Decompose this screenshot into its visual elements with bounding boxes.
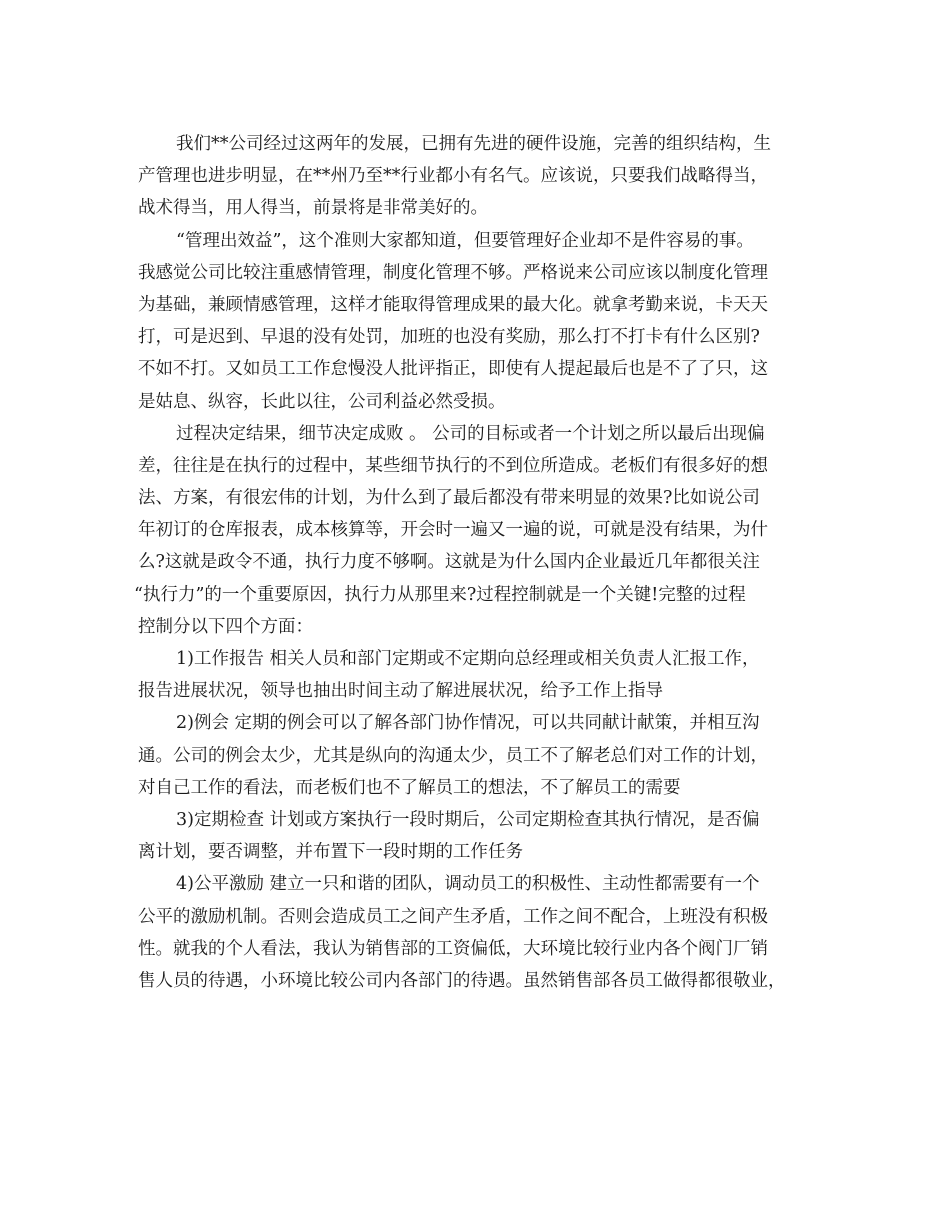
document-body (134, 128, 828, 997)
text-line: 法、方案，有很宏伟的计划，为什么到了最后都没有带来明显的效果?比如说公司 (138, 488, 760, 509)
text-line: 离计划，要否调整，并布置下一段时期的工作任务 (138, 842, 523, 863)
text-line: 差，往往是在执行的过程中，某些细节执行的不到位所造成。老板们有很多好的想 (138, 455, 768, 476)
text-line: 产管理也进步明显，在**州乃至**行业都小有名气。应该说，只要我们战略得当， (138, 166, 768, 187)
text-line: 公平的激励机制。否则会造成员工之间产生矛盾，工作之间不配合，上班没有积极 (138, 906, 768, 927)
text-line: 售人员的待遇，小环境比较公司内各部门的待遇。虽然销售部各员工做得都很敬业， (138, 970, 786, 991)
paragraph-first-line: 4)公平激励 建立一只和谐的团队，调动员工的积极性、主动性都需要有一个 (176, 874, 760, 895)
text-line: 对自己工作的看法，而老板们也不了解员工的想法，不了解员工的需要 (138, 777, 681, 798)
paragraph-first-line: 2)例会 定期的例会可以了解各部门协作情况，可以共同献计献策，并相互沟 (176, 713, 760, 734)
text-line: 报告进展状况，领导也抽出时间主动了解进展状况，给予工作上指导 (138, 681, 663, 702)
paragraph-first-line: 过程决定结果，细节决定成败 。 公司的目标或者一个计划之所以最后出现偏 (176, 423, 765, 444)
text-line: 控制分以下四个方面： (138, 616, 313, 637)
text-line: 不如不打。又如员工工作怠慢没人批评指正，即使有人提起最后也是不了了只，这 (138, 359, 768, 380)
text-line: 通。公司的例会太少，尤其是纵向的沟通太少，员工不了解老总们对工作的计划， (138, 745, 768, 766)
text-line: 年初订的仓库报表，成本核算等，开会时一遍又一遍的说，可就是没有结果，为什 (138, 520, 768, 541)
text-line: 是姑息、纵容，长此以往，公司利益必然受损。 (138, 391, 506, 412)
paragraph-first-line: 3)定期检查 计划或方案执行一段时期后，公司定期检查其执行情况，是否偏 (176, 809, 760, 830)
text-line: 么?这就是政令不通，执行力度不够啊。这就是为什么国内企业最近几年都很关注 (138, 552, 760, 573)
text-line: 我感觉公司比较注重感情管理，制度化管理不够。严格说来公司应该以制度化管理 (138, 262, 768, 283)
text-line: 打，可是迟到、早退的没有处罚，加班的也没有奖励，那么打不打卡有什么区别? (138, 327, 760, 348)
paragraph-first-line: “管理出效益”，这个准则大家都知道，但要管理好企业却不是件容易的事。 (176, 230, 754, 251)
text-line: 性。就我的个人看法，我认为销售部的工资偏低，大环境比较行业内各个阀门厂销 (138, 938, 768, 959)
text-line: “执行力”的一个重要原因，执行力从那里来?过程控制就是一个关键!完整的过程 (134, 584, 746, 605)
paragraph-first-line: 我们**公司经过这两年的发展，已拥有先进的硬件设施，完善的组织结构，生 (176, 134, 771, 154)
text-line: 为基础，兼顾情感管理，这样才能取得管理成果的最大化。就拿考勤来说，卡天天 (138, 294, 768, 315)
paragraph-first-line: 1)工作报告 相关人员和部门定期或不定期向总经理或相关负责人汇报工作， (176, 649, 760, 669)
text-line: 战术得当，用人得当，前景将是非常美好的。 (138, 198, 488, 219)
